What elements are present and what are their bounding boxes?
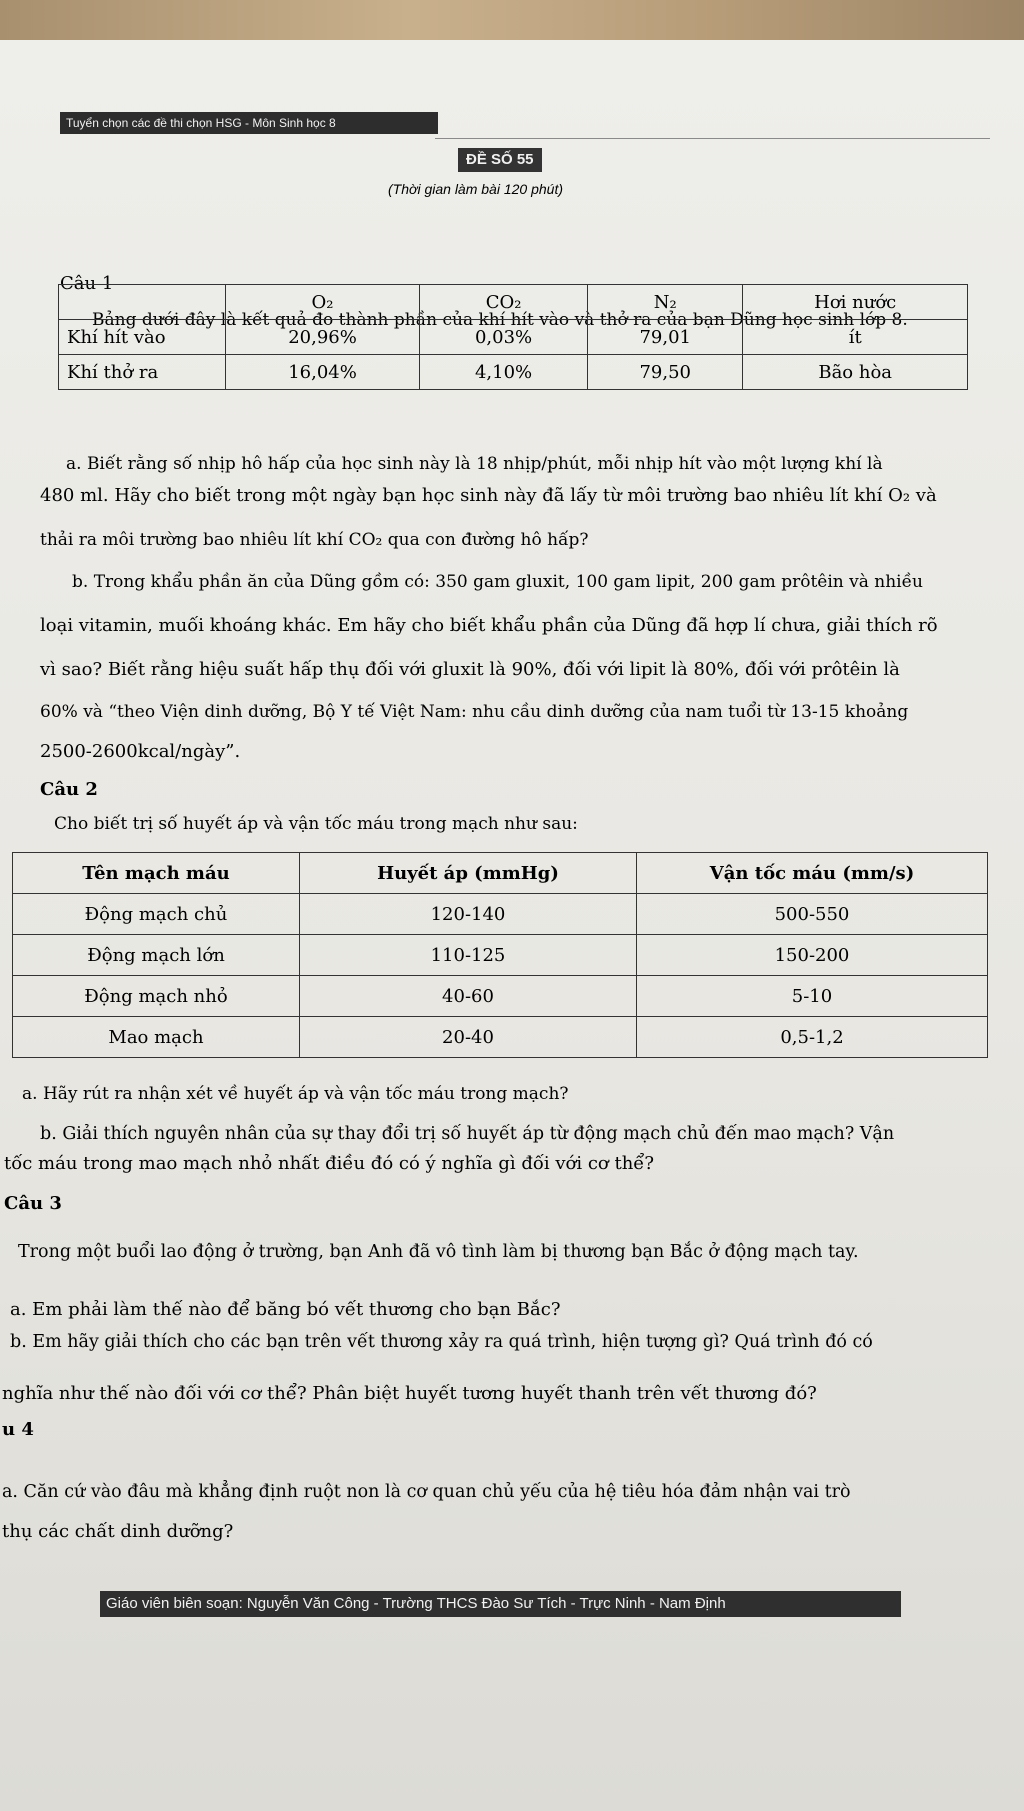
table-cell: Khí hít vào: [59, 320, 226, 355]
table-row: [59, 320, 968, 355]
q1-b-text: 2500-2600kcal/ngày”.: [40, 741, 241, 762]
q1-b-text: vì sao? Biết rằng hiệu suất hấp thụ đối với gluxit là 90%, đối với lipit là 80%, đối với prôtêin là: [40, 659, 900, 680]
table-row: [59, 355, 968, 390]
q3-b-text: nghĩa như thế nào đối với cơ thể? Phân biệt huyết tương huyết thanh trên vết thương đó?: [2, 1383, 817, 1404]
table-row: [13, 976, 988, 1017]
table-cell: 79,50: [588, 355, 743, 390]
table-cell: 500-550: [637, 894, 988, 935]
q3-title: Câu 3: [4, 1193, 62, 1214]
q1-b-text: loại vitamin, muối khoáng khác. Em hãy cho biết khẩu phần của Dũng đã hợp lí chưa, giải thích rõ: [40, 615, 938, 636]
q4-a-text: thụ các chất dinh dưỡng?: [2, 1521, 234, 1542]
q4-title: u 4: [2, 1419, 34, 1440]
table-cell: Động mạch chủ: [13, 894, 300, 935]
table-cell: 4,10%: [420, 355, 588, 390]
gas-composition-table: [58, 284, 968, 390]
table-cell: Tên mạch máu: [13, 853, 300, 894]
table-cell: 5-10: [637, 976, 988, 1017]
q4-a-text: a. Căn cứ vào đâu mà khẳng định ruột non là cơ quan chủ yếu của hệ tiêu hóa đảm nhận vai trò: [2, 1482, 851, 1502]
table-cell: O₂: [226, 285, 420, 320]
q1-b-text: b. Trong khẩu phần ăn của Dũng gồm có: 350 gam gluxit, 100 gam lipit, 200 gam prôtêin và nhiều: [72, 572, 924, 592]
table-cell: Huyết áp (mmHg): [300, 853, 637, 894]
table-cell: 16,04%: [226, 355, 420, 390]
table-cell: Mao mạch: [13, 1017, 300, 1058]
table-cell: 0,5-1,2: [637, 1017, 988, 1058]
q3-intro: Trong một buổi lao động ở trường, bạn Anh đã vô tình làm bị thương bạn Bắc ở động mạch tay.: [18, 1242, 859, 1262]
q2-b-text: b. Giải thích nguyên nhân của sự thay đổi trị số huyết áp từ động mạch chủ đến mao mạch? Vận: [40, 1124, 895, 1144]
table-cell: [59, 285, 226, 320]
series-title-banner: Tuyển chọn các đề thi chọn HSG - Môn Sinh học 8: [60, 112, 438, 134]
table-cell: N₂: [588, 285, 743, 320]
table-cell: Hơi nước: [743, 285, 968, 320]
table-header-row: [13, 853, 988, 894]
q1-b-text: 60% và “theo Viện dinh dưỡng, Bộ Y tế Việt Nam: nhu cầu dinh dưỡng của nam tuổi từ 13-15 khoảng: [40, 702, 909, 722]
table-header-row: [59, 285, 968, 320]
q1-a-text: thải ra môi trường bao nhiêu lít khí CO₂ qua con đường hô hấp?: [40, 530, 589, 550]
table-cell: CO₂: [420, 285, 588, 320]
q1-a-text: a. Biết rằng số nhịp hô hấp của học sinh này là 18 nhịp/phút, mỗi nhịp hít vào một lượng khí là: [66, 454, 883, 474]
blood-pressure-table: [12, 852, 988, 1058]
table-cell: 20,96%: [226, 320, 420, 355]
q2-title: Câu 2: [40, 779, 98, 800]
table-cell: 79,01: [588, 320, 743, 355]
q2-intro: Cho biết trị số huyết áp và vận tốc máu trong mạch như sau:: [54, 814, 578, 834]
table-cell: 110-125: [300, 935, 637, 976]
q3-a-text: a. Em phải làm thế nào để băng bó vết thương cho bạn Bắc?: [10, 1299, 561, 1320]
q2-a-text: a. Hãy rút ra nhận xét về huyết áp và vận tốc máu trong mạch?: [22, 1084, 569, 1104]
exam-number-badge: ĐỀ SỐ 55: [458, 148, 542, 172]
header-divider: [435, 138, 990, 139]
table-cell: 0,03%: [420, 320, 588, 355]
table-cell: Vận tốc máu (mm/s): [637, 853, 988, 894]
table-cell: 150-200: [637, 935, 988, 976]
author-footer-banner: Giáo viên biên soạn: Nguyễn Văn Công - Trường THCS Đào Sư Tích - Trực Ninh - Nam Định: [100, 1591, 901, 1617]
table-cell: 40-60: [300, 976, 637, 1017]
table-cell: Động mạch lớn: [13, 935, 300, 976]
q3-b-text: b. Em hãy giải thích cho các bạn trên vết thương xảy ra quá trình, hiện tượng gì? Quá trình đó có: [10, 1332, 873, 1352]
table-cell: 120-140: [300, 894, 637, 935]
table-cell: Khí thở ra: [59, 355, 226, 390]
q2-b-text: tốc máu trong mao mạch nhỏ nhất điều đó có ý nghĩa gì đối với cơ thể?: [4, 1153, 655, 1174]
table-row: [13, 894, 988, 935]
q1-title: Câu 1: [60, 273, 114, 294]
table-cell: Bão hòa: [743, 355, 968, 390]
exam-time-limit: (Thời gian làm bài 120 phút): [388, 181, 563, 197]
table-cell: 20-40: [300, 1017, 637, 1058]
table-cell: ít: [743, 320, 968, 355]
q1-intro: Bảng dưới đây là kết quả đo thành phần của khí hít vào và thở ra của bạn Dũng học sinh lớp 8.: [92, 310, 908, 330]
table-cell: Động mạch nhỏ: [13, 976, 300, 1017]
table-row: [13, 935, 988, 976]
q1-a-text: 480 ml. Hãy cho biết trong một ngày bạn học sinh này đã lấy từ môi trường bao nhiêu lít khí O₂ và: [40, 485, 937, 506]
table-row: [13, 1017, 988, 1058]
